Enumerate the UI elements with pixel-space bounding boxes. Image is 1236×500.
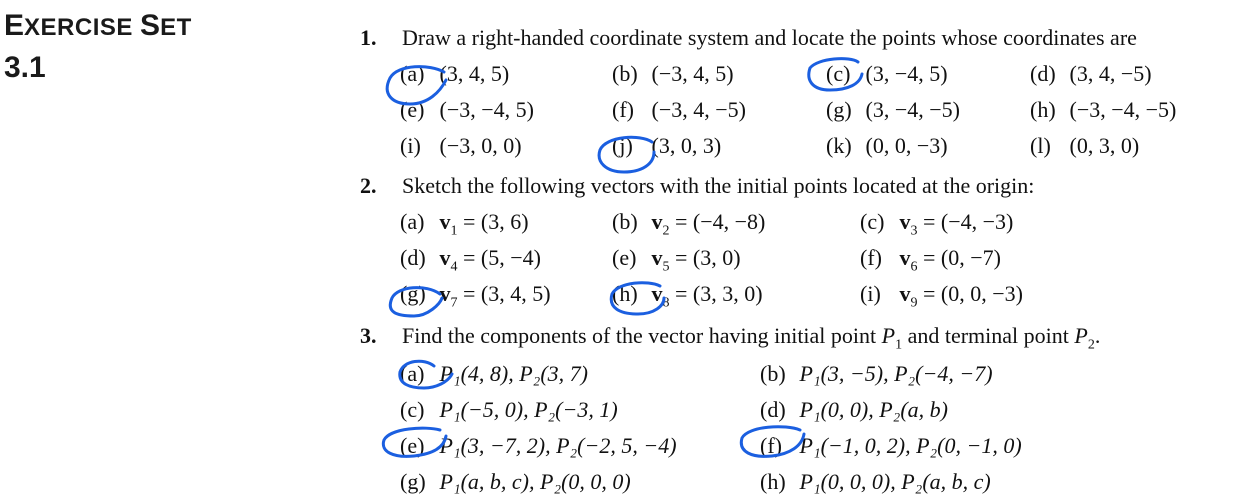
- exercise-1-items-row-1: [360, 56, 1220, 92]
- section-heading: [4, 6, 192, 88]
- exercise-prompt: Find the components of the vector having initial point $P_1$ and terminal point $P_2$.: [402, 323, 1101, 353]
- list-item: (j) (3, 0, 3): [612, 133, 722, 158]
- list-item: (h) P₁(0, 0, 0), P₂(a, b, c): [760, 469, 991, 494]
- list-item: (d) $v_4 = (5$, −4): [400, 245, 541, 275]
- list-item: (d) (3, 4, −5): [1030, 61, 1152, 86]
- list-item: (k) (0, 0, −3): [826, 133, 948, 158]
- exercise-list: [360, 0, 1230, 500]
- exercise-number: 2.: [360, 173, 377, 198]
- list-item: (a) (3, 4, 5): [400, 61, 510, 86]
- heading-section-number: 3.1: [4, 51, 46, 84]
- exercise-3-items-row-2: [360, 392, 1220, 428]
- list-item: (c) P₁(−5, 0), P₂(−3, 1): [400, 397, 618, 422]
- exercise-prompt: Sketch the following vectors with the initial points located at the origin:: [402, 173, 1035, 198]
- list-item: (i) (−3, 0, 0): [400, 133, 522, 158]
- exercise-3-items-row-1: [360, 356, 1220, 392]
- list-item: (c) (3, −4, 5): [826, 61, 948, 86]
- list-item: (e) $v_5 = (3$, 0): [612, 245, 741, 275]
- exercise-3-items-row-3: [360, 428, 1220, 464]
- list-item: (b) $v_2 = (-4$, −8): [612, 209, 766, 239]
- list-item: (d) P₁(0, 0), P₂(a, b): [760, 397, 948, 422]
- list-item: (g) P₁(a, b, c), P₂(0, 0, 0): [400, 469, 631, 494]
- list-item: (i) $v_9 = (0$, 0, −3): [860, 281, 1023, 311]
- heading-title: EXERCISE SET: [4, 9, 192, 42]
- list-item: (g) (3, −4, −5): [826, 97, 960, 122]
- exercise-1-items-row-3: [360, 128, 1220, 164]
- list-item: (f) $v_6 = (0$, −7): [860, 245, 1001, 275]
- exercise-3-items-row-4: [360, 464, 1220, 500]
- list-item: (f) (−3, 4, −5): [612, 97, 746, 122]
- list-item: (e) (−3, −4, 5): [400, 97, 534, 122]
- exercise-2-items-row-2: [360, 240, 1220, 276]
- list-item: (g) $v_7 = (3$, 4, 5): [400, 281, 551, 311]
- exercise-prompt: Draw a right-handed coordinate system and locate the points whose coordinates are: [402, 25, 1137, 50]
- list-item: (f) P₁(−1, 0, 2), P₂(0, −1, 0): [760, 433, 1022, 458]
- list-item: (h) (−3, −4, −5): [1030, 97, 1177, 122]
- list-item: (a) P₁(4, 8), P₂(3, 7): [400, 361, 588, 386]
- exercise-1-items-row-2: [360, 92, 1220, 128]
- list-item: (l) (0, 3, 0): [1030, 133, 1140, 158]
- list-item: (e) P₁(3, −7, 2), P₂(−2, 5, −4): [400, 433, 677, 458]
- exercise-number: 3.: [360, 323, 377, 348]
- list-item: (a) $v_1 = (3$, 6): [400, 209, 529, 239]
- list-item: (b) (−3, 4, 5): [612, 61, 734, 86]
- list-item: (c) $v_3 = (-4$, −3): [860, 209, 1014, 239]
- exercise-number: 1.: [360, 25, 377, 50]
- exercise-2-items-row-3: [360, 276, 1220, 312]
- list-item: (b) P₁(3, −5), P₂(−4, −7): [760, 361, 993, 386]
- list-item: (h) $v_8 = (3$, 3, 0): [612, 281, 763, 311]
- exercise-2-items-row-1: [360, 204, 1220, 240]
